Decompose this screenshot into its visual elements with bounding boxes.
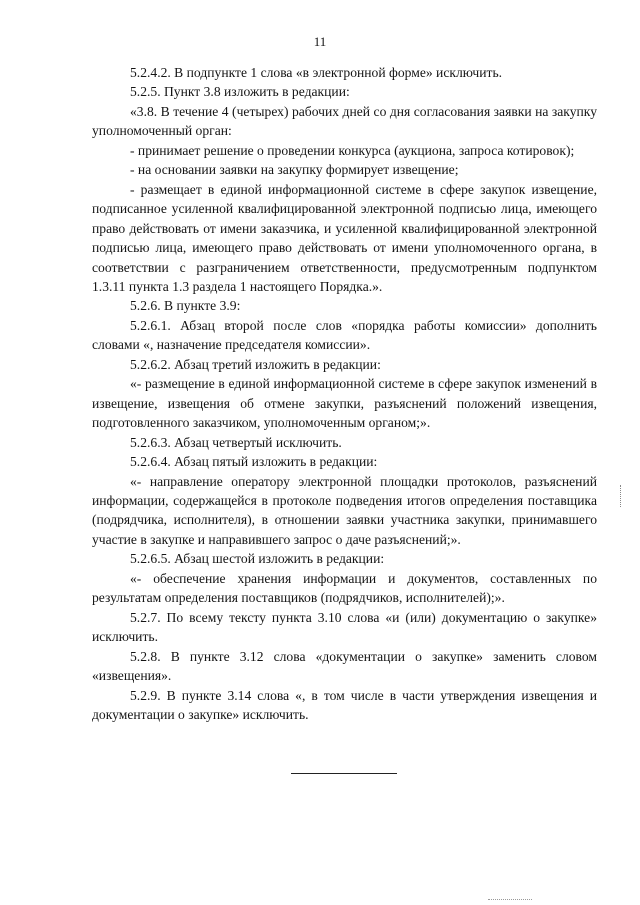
- paragraph: 5.2.6.2. Абзац третий изложить в редакции:: [130, 356, 381, 372]
- paragraph: 5.2.4.2. В подпункте 1 слова «в электронной форме» исключить.: [130, 65, 503, 80]
- paragraph: «- обеспечение хранения информации и документов, составленных по результатам определения поставщиков (подрядчиков, исполнителей);».: [92, 570, 597, 606]
- paragraph: 5.2.8. В пункте 3.12 слова «документации о закупке» заменить словом «извещения».: [92, 648, 597, 684]
- paragraph: 5.2.9. В пункте 3.14 слова «, в том числе в части утверждения извещения и документации о закупке» исключить.: [92, 687, 597, 722]
- paragraph: - на основании заявки на закупку формирует извещение;: [130, 162, 459, 178]
- paragraph: 5.2.6.4. Абзац пятый изложить в редакции:: [130, 454, 378, 470]
- paragraph: 5.2.5. Пункт 3.8 изложить в редакции:: [130, 84, 350, 100]
- paragraph: «3.8. В течение 4 (четырех) рабочих дней со дня согласования заявки на закупку уполномоченный орган:: [92, 103, 597, 139]
- paragraph: - размещает в единой информационной системе в сфере закупок извещение, подписанное усиленной квалифицированной электронной подписью лица, имеющего право действовать от имени заказчика, и усиленной квалифицированной электронной подписью лица, имеющего право действовать от имени уполномоченного органа, в соответствии с разграничением ответственности, предусмотренным подпунктом 1.3.11 пункта 1.3 раздела 1 настоящего Порядка.».: [92, 181, 597, 294]
- scan-artifact: [620, 485, 624, 507]
- paragraph: «- размещение в единой информационной системе в сфере закупок изменений в извещение, извещения об отмене закупки, разъяснений положений извещения, подготовленного заказчиком, уполномоченным органом;».: [92, 376, 597, 431]
- closing-divider: [291, 773, 397, 774]
- paragraph: - принимает решение о проведении конкурса (аукциона, запроса котировок);: [130, 142, 575, 158]
- paragraph: 5.2.6.5. Абзац шестой изложить в редакции:: [130, 551, 385, 567]
- paragraph: «- направление оператору электронной площадки протоколов, разъяснений информации, содержащейся в протоколе подведения итогов определения поставщика (подрядчика, исполнителя), в отношении заявки участника закупки, принимавшего участие в закупке и направившего запрос о даче разъяснений;».: [92, 473, 597, 547]
- paragraph: 5.2.6.1. Абзац второй после слов «порядка работы комиссии» дополнить словами «, назначение председателя комиссии».: [92, 317, 597, 353]
- document-body: [92, 63, 597, 724]
- paragraph: 5.2.6.3. Абзац четвертый исключить.: [130, 434, 342, 450]
- scan-artifact: [488, 899, 532, 900]
- paragraph: 5.2.6. В пункте 3.9:: [130, 298, 241, 314]
- page-number: 11: [313, 34, 327, 49]
- paragraph: 5.2.7. По всему тексту пункта 3.10 слова «и (или) документацию о закупке» исключить.: [92, 609, 597, 645]
